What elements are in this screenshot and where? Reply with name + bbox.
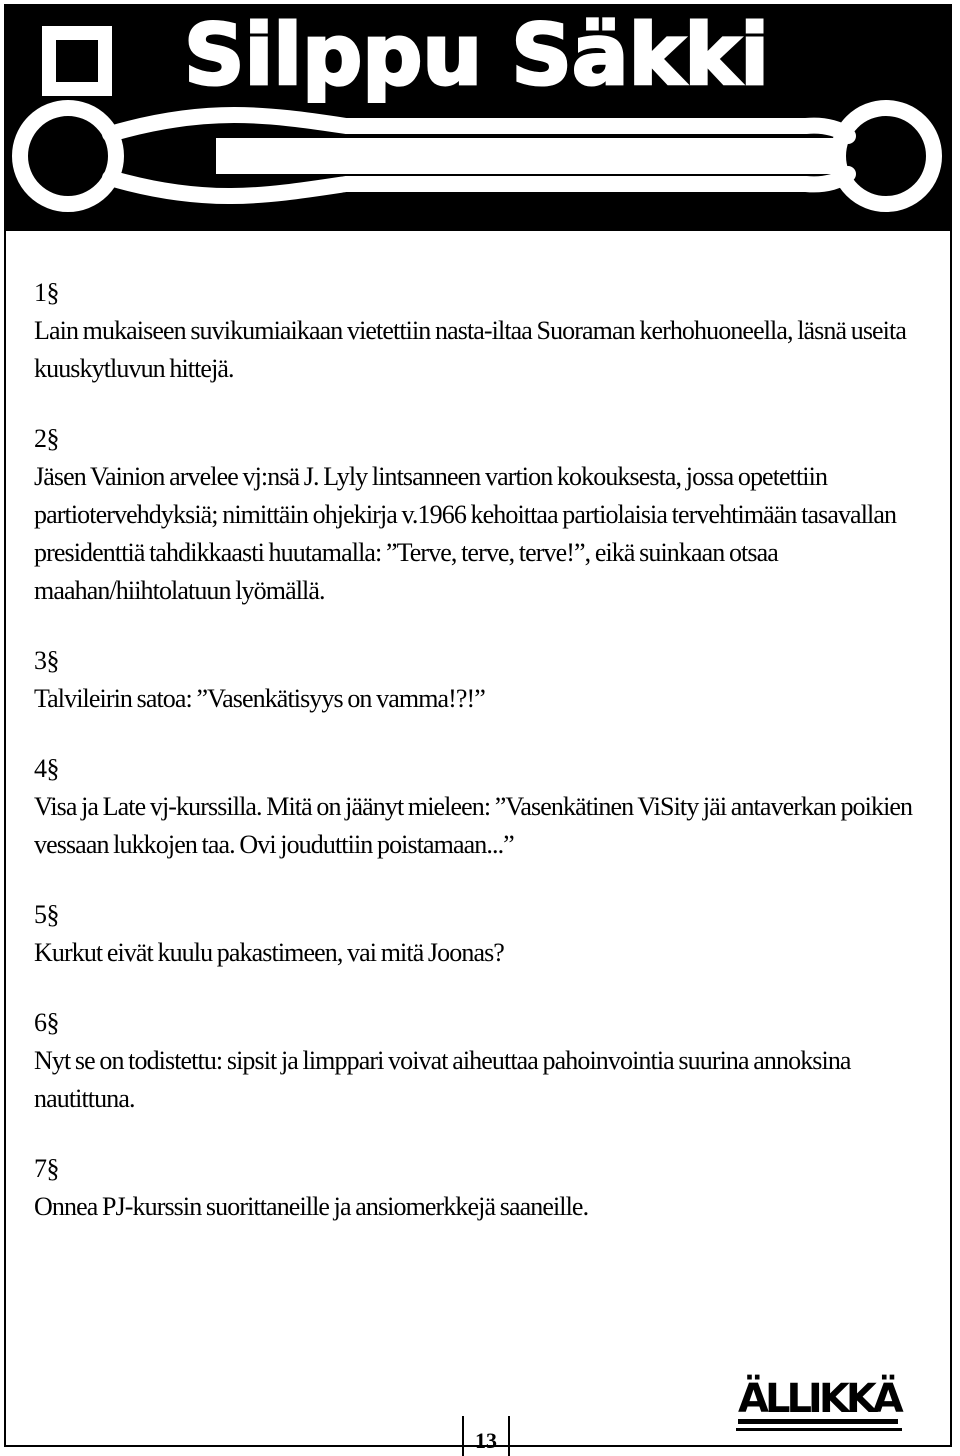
item-text: Talvileirin satoa: ”Vasenkätisyys on vamma!?!” xyxy=(34,684,485,713)
page-number: 13 xyxy=(475,1428,497,1453)
item-number: 4§ xyxy=(34,754,59,783)
item-number: 7§ xyxy=(34,1154,59,1183)
item-number: 6§ xyxy=(34,1008,59,1037)
item-number: 2§ xyxy=(34,424,59,453)
item-text: Onnea PJ-kurssin suorittaneille ja ansiomerkkejä saaneille. xyxy=(34,1192,589,1221)
list-item xyxy=(34,420,934,610)
list-item xyxy=(34,1150,934,1226)
list-item xyxy=(34,750,934,864)
logo-underline xyxy=(736,1428,902,1431)
list-item xyxy=(34,274,934,388)
item-text: Nyt se on todistettu: sipsit ja limppari voivat aiheuttaa pahoinvointia suurina annoksina nautittuna. xyxy=(34,1046,851,1113)
list-item xyxy=(34,896,934,972)
publication-logo xyxy=(738,1374,898,1424)
masthead xyxy=(6,6,950,231)
list-item xyxy=(34,1004,934,1118)
publication-logo-text: ÄLLIKKÄ xyxy=(738,1376,900,1422)
item-number: 5§ xyxy=(34,900,59,929)
item-number: 3§ xyxy=(34,646,59,675)
masthead-title: Silppu Säkki xyxy=(184,6,770,104)
item-number: 1§ xyxy=(34,278,59,307)
item-text: Visa ja Late vj-kurssilla. Mitä on jäänyt mieleen: ”Vasenkätinen ViSity jäi antaverkan poikien vessaan lukkojen taa. Ovi jouduttiin poistamaan...” xyxy=(34,792,913,859)
item-text: Lain mukaiseen suvikumiaikaan vietettiin nasta-iltaa Suoraman kerhohuoneella, läsnä useita kuuskytluvun hittejä. xyxy=(34,316,906,383)
article-list xyxy=(34,274,934,1258)
item-text: Jäsen Vainion arvelee vj:nsä J. Lyly lintsanneen vartion kokouksesta, jossa opetettiin partiotervehdyksiä; nimittäin ohjekirja v.1966 kehoittaa partiolaisia tervehtimään tasavallan presidenttiä tahdikkaasti huutamalla: ”Terve, terve, terve!”, eikä suinkaan otsaa maahan/hiihtolatuun lyömällä. xyxy=(34,462,897,605)
page-number-box xyxy=(462,1416,510,1456)
item-text: Kurkut eivät kuulu pakastimeen, vai mitä Joonas? xyxy=(34,938,504,967)
list-item xyxy=(34,642,934,718)
